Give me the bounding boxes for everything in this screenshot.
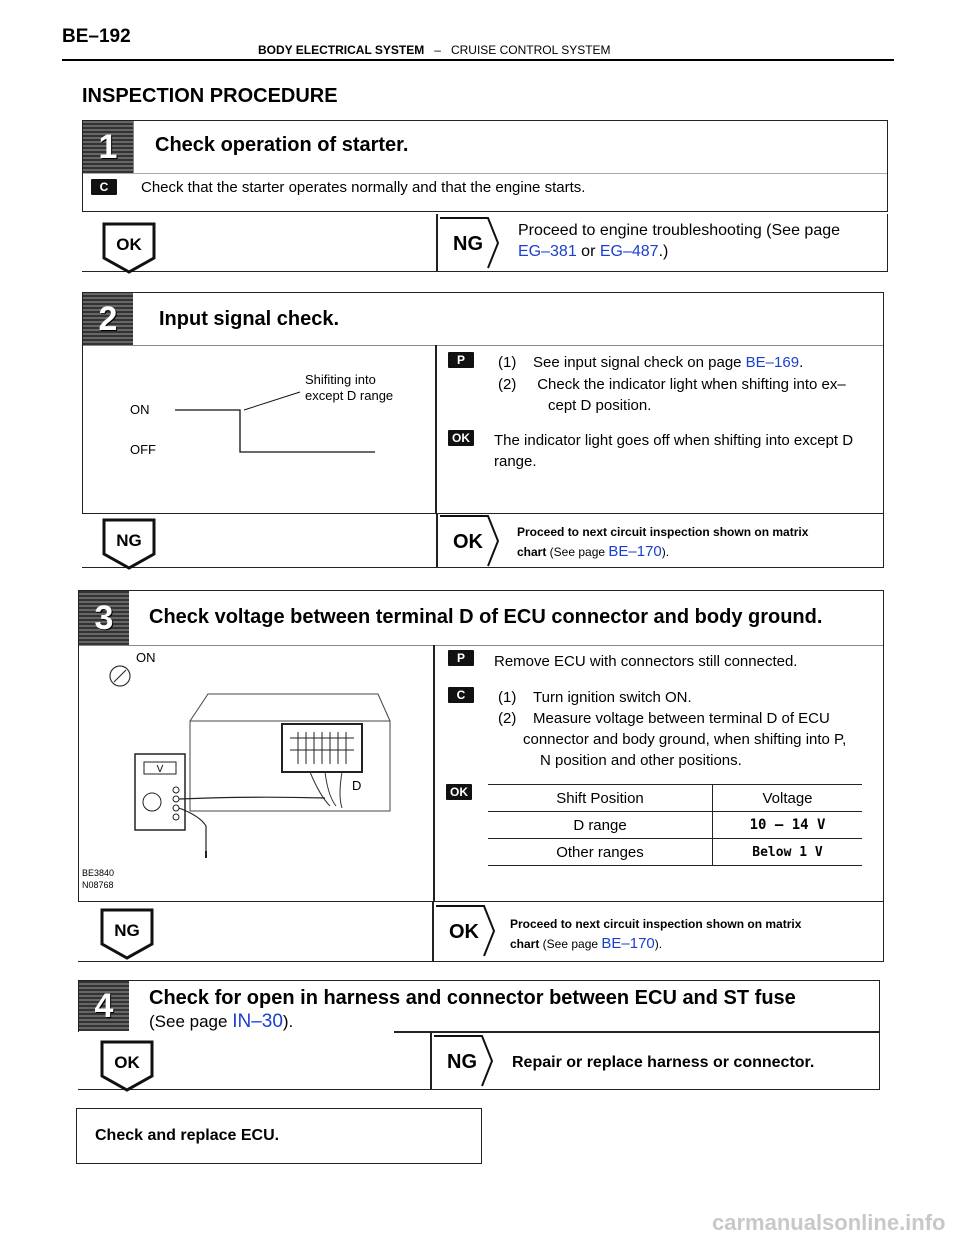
link-be-170[interactable]: BE–170 xyxy=(601,935,655,952)
step2-ok-text-b: range. xyxy=(494,453,537,470)
step3-c2c: N position and other positions. xyxy=(540,752,742,769)
figure-code-1: BE3840 xyxy=(82,868,115,878)
link-eg-487[interactable]: EG–487 xyxy=(599,243,659,260)
step2-ok-text-a: The indicator light goes off when shifting into except D xyxy=(494,432,854,449)
voltage-measurement-diagram xyxy=(80,646,430,896)
step2-number: 2 xyxy=(83,293,133,345)
table-cell-voltage: 10 – 14 V xyxy=(713,812,863,839)
step1-box xyxy=(82,120,888,212)
step1-ng-text-a: Proceed to engine troubleshooting (See page xyxy=(518,222,841,239)
ok-tag-icon: OK xyxy=(448,430,474,446)
ok-badge-icon xyxy=(102,222,156,274)
diagram-on-label: ON xyxy=(136,650,156,665)
step3-c1: (1) Turn ignition switch ON. xyxy=(498,689,692,706)
ng-label: NG xyxy=(114,921,140,940)
ok-label: OK xyxy=(114,1053,140,1072)
final-text: Check and replace ECU. xyxy=(95,1127,280,1144)
step3-ok-next: Proceed to next circuit inspection shown on matrix chart (See page BE–170). xyxy=(510,917,802,952)
step3-number: 3 xyxy=(79,591,129,645)
step3-title: Check voltage between terminal D of ECU connector and body ground. xyxy=(149,606,823,628)
table-header-voltage: Voltage xyxy=(713,785,863,812)
diagram-label-2: except D range xyxy=(305,388,394,403)
link-be-170[interactable]: BE–170 xyxy=(608,543,662,560)
table-row xyxy=(488,839,862,866)
table-cell-shift: Other ranges xyxy=(488,839,713,866)
ok-arrow-icon xyxy=(434,904,496,958)
final-box xyxy=(76,1108,482,1164)
step3-p-text: Remove ECU with connectors still connected. xyxy=(494,653,798,670)
table-cell-voltage: Below 1 V xyxy=(713,839,863,866)
terminal-d-label: D xyxy=(352,778,362,793)
step4-see-page: (See page IN–30). xyxy=(149,1011,294,1032)
step4-box xyxy=(78,980,880,1032)
step2-p2: (2) Check the indicator light when shifting into ex– xyxy=(498,376,846,393)
step2-ok-next: Proceed to next circuit inspection shown on matrix chart (See page BE–170). xyxy=(517,525,809,560)
input-signal-diagram xyxy=(120,362,430,462)
step1-number: 1 xyxy=(83,121,133,173)
step4-ng-text: Repair or replace harness or connector. xyxy=(512,1054,815,1071)
ng-label: NG xyxy=(453,233,483,255)
ng-arrow-icon xyxy=(432,1034,494,1088)
section-header xyxy=(258,43,611,57)
ok-label: OK xyxy=(449,921,479,943)
diagram-off-label: OFF xyxy=(130,442,156,457)
table-header-row xyxy=(488,785,862,812)
ng-badge-icon xyxy=(102,518,156,570)
watermark: carmanualsonline.info xyxy=(712,1210,946,1235)
ok-tag-icon: OK xyxy=(446,784,472,800)
header-rule xyxy=(62,59,894,61)
page-title: INSPECTION PROCEDURE xyxy=(82,85,338,107)
header-separator: – xyxy=(434,43,441,57)
prepare-tag-icon: P xyxy=(448,352,474,368)
link-be-169[interactable]: BE–169 xyxy=(745,354,800,371)
step2-title: Input signal check. xyxy=(159,308,340,330)
voltage-table xyxy=(488,784,862,866)
step4-number: 4 xyxy=(79,981,129,1031)
ng-label: NG xyxy=(447,1051,477,1073)
diagram-label-1: Shifiting into xyxy=(305,372,376,387)
ng-arrow-icon xyxy=(438,216,500,270)
table-header-shift: Shift Position xyxy=(488,785,713,812)
ok-badge-icon xyxy=(100,1040,154,1092)
step1-title: Check operation of starter. xyxy=(155,134,409,156)
subsection-name: CRUISE CONTROL SYSTEM xyxy=(450,43,611,57)
link-in-30[interactable]: IN–30 xyxy=(232,1011,283,1032)
check-tag-icon: C xyxy=(448,687,474,703)
prepare-tag-icon: P xyxy=(448,650,474,666)
step3-c2: (2) Measure voltage between terminal D of ECU xyxy=(498,710,830,727)
step1-check-text: Check that the starter operates normally and that the engine starts. xyxy=(141,179,586,196)
ok-label: OK xyxy=(453,531,483,553)
section-name: BODY ELECTRICAL SYSTEM xyxy=(258,43,425,57)
step2-p1: (1) See input signal check on page BE–169. xyxy=(498,354,804,371)
voltmeter-v-label: V xyxy=(156,764,164,775)
ok-arrow-icon xyxy=(438,514,500,568)
table-cell-shift: D range xyxy=(488,812,713,839)
link-eg-381[interactable]: EG–381 xyxy=(518,243,577,260)
ng-label: NG xyxy=(116,531,142,550)
ng-badge-icon xyxy=(100,908,154,960)
step4-title: Check for open in harness and connector between ECU and ST fuse xyxy=(149,987,796,1009)
step1-ng-text: Proceed to engine troubleshooting (See page EG–381 or EG–487.) xyxy=(518,222,841,260)
table-row xyxy=(488,812,862,839)
diagram-on-label: ON xyxy=(130,402,150,417)
step2-p2b: cept D position. xyxy=(548,397,652,414)
check-tag-icon: C xyxy=(91,179,117,195)
figure-code-2: N08768 xyxy=(82,880,114,890)
ok-label: OK xyxy=(116,235,142,254)
step3-c2b: connector and body ground, when shifting into P, xyxy=(523,731,847,748)
page-number: BE–192 xyxy=(62,26,131,47)
